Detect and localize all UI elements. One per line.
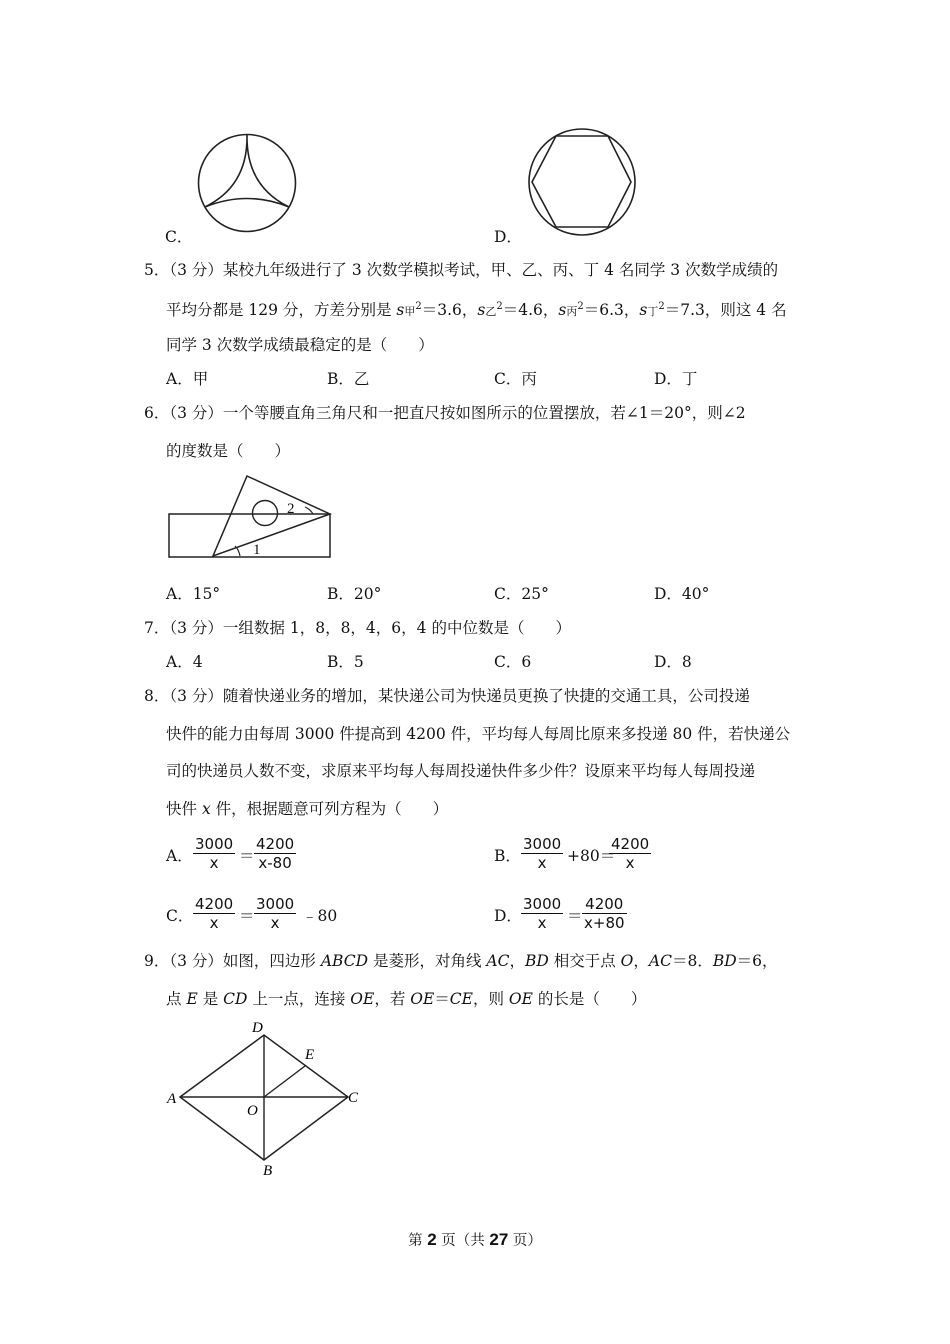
- q8-option-a-label[interactable]: A．: [166, 847, 193, 865]
- figure-c-circle-arcs: [190, 126, 304, 240]
- text: ，若: [374, 990, 411, 1008]
- text: 平均分都是 129 分，方差分别是: [166, 301, 397, 319]
- text: 如图，四边形: [222, 952, 321, 970]
- denominator: x+80: [584, 914, 625, 932]
- question-number: 7．: [144, 619, 170, 637]
- text: ＝6，: [736, 952, 778, 970]
- label-o: O: [247, 1103, 258, 1119]
- q8-option-d-fraction-left: [521, 895, 563, 932]
- page-footer: [0, 1229, 950, 1250]
- question-8-line-3: 司的快递员人数不变，求原来平均每人每周投递快件多少件？设原来平均每人每周投递: [166, 762, 756, 780]
- subscript: 甲: [404, 305, 416, 318]
- q7-option-b[interactable]: B．5: [327, 653, 364, 671]
- option-c-label: C．: [165, 228, 193, 246]
- q8-option-c-label[interactable]: C．: [166, 907, 194, 925]
- math-var: E: [186, 990, 198, 1008]
- q6-option-c[interactable]: C．25°: [494, 585, 549, 603]
- q6-option-d[interactable]: D．40°: [654, 585, 710, 603]
- question-7-line-1: [144, 618, 571, 638]
- subscript: 乙: [485, 305, 497, 318]
- text: 件，根据题意可列方程为（ ）: [210, 800, 449, 818]
- text: 上一点，连接: [247, 990, 351, 1008]
- denominator: x: [209, 854, 219, 872]
- angle-1-label: 1: [253, 542, 261, 558]
- q8-option-d-label[interactable]: D．: [494, 907, 522, 925]
- text: 页）: [508, 1233, 542, 1249]
- superscript: 2: [577, 301, 584, 312]
- text: ＝3.6，: [421, 301, 478, 319]
- numerator: 3000: [195, 835, 234, 853]
- math-var: AC: [486, 952, 510, 970]
- denominator: x: [270, 914, 280, 932]
- text: 相交于点: [548, 952, 621, 970]
- q7-option-d[interactable]: D．8: [654, 653, 692, 671]
- question-8-line-2: 快件的能力由每周 3000 件提高到 4200 件，平均每人每周比原来多投递 80 件，若快递公: [166, 725, 791, 743]
- denominator: x-80: [258, 854, 292, 872]
- superscript: 2: [496, 301, 503, 312]
- question-score: （3 分）: [169, 619, 223, 637]
- question-9-line-1: [144, 951, 778, 971]
- question-8-line-4: [166, 799, 448, 819]
- numerator: 3000: [256, 895, 295, 913]
- subscript: 丁: [647, 305, 659, 318]
- label-d: D: [252, 1020, 263, 1036]
- math-var: OE: [350, 990, 375, 1008]
- question-score: （3 分）: [169, 952, 223, 970]
- question-5-line-3: 同学 3 次数学成绩最稳定的是（ ）: [166, 336, 434, 354]
- q7-option-a[interactable]: A．4: [166, 653, 203, 671]
- total-pages: 27: [489, 1230, 509, 1249]
- plus-80-equals: +80＝: [567, 847, 616, 865]
- text: ＝6.3，: [583, 301, 640, 319]
- figure-d-hexagon-in-circle: [524, 124, 640, 240]
- question-6-line-1: [144, 403, 746, 423]
- math-var: CD: [223, 990, 248, 1008]
- denominator: x: [537, 914, 547, 932]
- q8-option-a-fraction-right: [254, 835, 296, 872]
- q5-option-a[interactable]: A．甲: [166, 370, 209, 388]
- label-b: B: [263, 1163, 273, 1179]
- q6-option-b[interactable]: B．20°: [327, 585, 382, 603]
- variance-symbol: s: [639, 301, 648, 319]
- text: ＝: [434, 990, 450, 1008]
- q8-option-c-fraction-right: [254, 895, 296, 932]
- q7-option-c[interactable]: C．6: [494, 653, 532, 671]
- q8-option-a-fraction-left: [193, 835, 235, 872]
- question-text: 一组数据 1，8，8，4，6，4 的中位数是（ ）: [222, 619, 571, 637]
- q6-option-a[interactable]: A．15°: [166, 585, 221, 603]
- question-score: （3 分）: [169, 404, 223, 422]
- question-number: 8．: [144, 687, 170, 705]
- q5-option-b[interactable]: B．乙: [327, 370, 370, 388]
- text: ，: [509, 952, 525, 970]
- text: 是: [197, 990, 224, 1008]
- question-5-line-1: [144, 260, 778, 280]
- minus-80: ﹣80: [302, 907, 338, 925]
- question-number: 5．: [144, 261, 170, 279]
- text: 快件: [166, 800, 202, 818]
- denominator: x: [625, 854, 635, 872]
- variable-x: x: [201, 800, 211, 818]
- math-var: OE: [410, 990, 435, 1008]
- q5-option-d[interactable]: D．丁: [654, 370, 698, 388]
- text: ＝4.6，: [502, 301, 559, 319]
- variance-symbol: s: [558, 301, 567, 319]
- subscript: 丙: [566, 305, 578, 318]
- numerator: 3000: [523, 895, 562, 913]
- question-5-line-2: [166, 297, 787, 322]
- q8-option-b-label[interactable]: B．: [494, 847, 521, 865]
- text: ，则: [472, 990, 509, 1008]
- math-var: BD: [524, 952, 549, 970]
- label-a: A: [167, 1091, 177, 1107]
- text: 点: [166, 990, 187, 1008]
- question-text: 一个等腰直角三角尺和一把直尺按如图所示的位置摆放，若∠1＝20°，则∠2: [222, 404, 746, 422]
- math-var: O: [620, 952, 634, 970]
- denominator: x: [537, 854, 547, 872]
- numerator: 4200: [582, 895, 627, 914]
- angle-2-label: 2: [287, 501, 295, 517]
- question-number: 9．: [144, 952, 170, 970]
- option-d-label: D．: [494, 228, 522, 246]
- text: 页（共: [436, 1233, 490, 1249]
- math-var: AC: [648, 952, 672, 970]
- question-text: 某校九年级进行了 3 次数学模拟考试，甲、乙、丙、丁 4 名同学 3 次数学成绩的: [222, 261, 779, 279]
- numerator: 4200: [195, 895, 234, 913]
- question-8-line-1: [144, 686, 750, 706]
- q8-option-c-fraction-left: [193, 895, 235, 932]
- equals-sign: ＝: [239, 907, 255, 925]
- text: 的长是（ ）: [532, 990, 647, 1008]
- numerator: 4200: [256, 835, 295, 853]
- math-var: ABCD: [320, 952, 369, 970]
- question-number: 6．: [144, 404, 170, 422]
- text: ，: [633, 952, 649, 970]
- denominator: x: [209, 914, 219, 932]
- numerator: 4200: [611, 835, 650, 853]
- math-var: CE: [449, 990, 473, 1008]
- question-9-line-2: [166, 989, 646, 1009]
- page-number: 2: [427, 1230, 437, 1249]
- superscript: 2: [658, 301, 665, 312]
- figure-triangle-ruler: [165, 472, 337, 564]
- math-var: OE: [508, 990, 533, 1008]
- text: ＝7.3，则这 4 名: [664, 301, 787, 319]
- question-text: 随着快递业务的增加，某快递公司为快递员更换了快捷的交通工具，公司投递: [222, 687, 750, 705]
- label-c: C: [348, 1090, 359, 1106]
- text: ＝8．: [671, 952, 713, 970]
- q8-option-b-fraction-left: [521, 835, 563, 872]
- equals-sign: ＝: [239, 847, 255, 865]
- variance-symbol: s: [396, 301, 405, 319]
- text: 是菱形，对角线: [368, 952, 487, 970]
- numerator: 3000: [523, 835, 562, 853]
- superscript: 2: [415, 301, 422, 312]
- question-6-line-2: 的度数是（ ）: [166, 442, 291, 460]
- q8-option-b-fraction-right: [609, 835, 651, 872]
- equals-sign: ＝: [567, 907, 583, 925]
- math-var: BD: [712, 952, 737, 970]
- q5-option-c[interactable]: C．丙: [494, 370, 537, 388]
- variance-symbol: s: [477, 301, 486, 319]
- q8-option-d-fraction-right: [582, 895, 627, 932]
- label-e: E: [305, 1047, 315, 1063]
- question-score: （3 分）: [169, 687, 223, 705]
- question-score: （3 分）: [169, 261, 223, 279]
- text: 第: [408, 1233, 428, 1249]
- figure-rhombus-abcd: [162, 1018, 368, 1180]
